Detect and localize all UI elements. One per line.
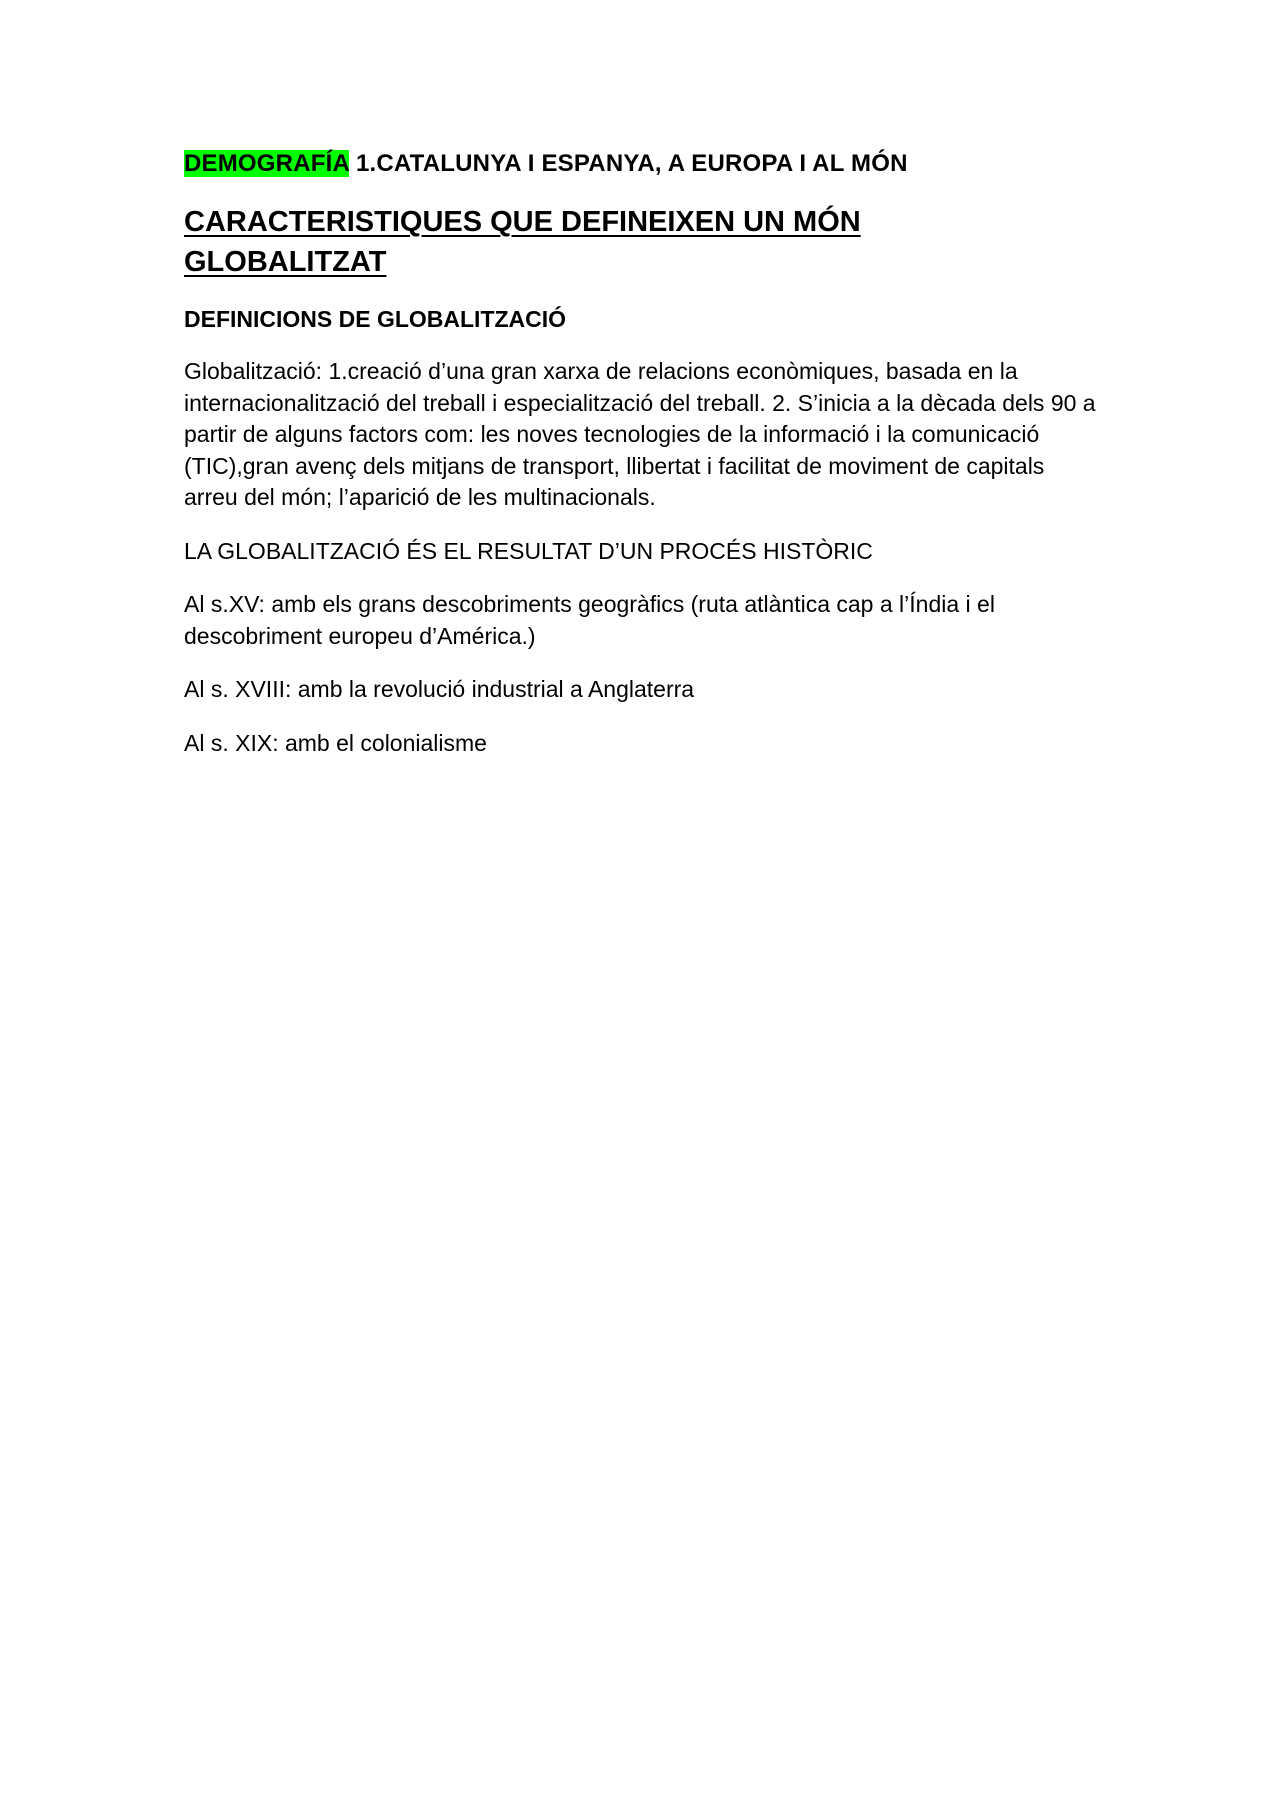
highlighted-topic: DEMOGRAFÍA <box>184 150 350 177</box>
heading-rest: 1.CATALUNYA I ESPANYA, A EUROPA I AL MÓN <box>355 150 908 177</box>
section-subtitle: DEFINICIONS DE GLOBALITZACIÓ <box>184 306 567 332</box>
document-page <box>184 148 1104 759</box>
history-item-xix: Al s. XIX: amb el colonialisme <box>184 729 487 756</box>
document-heading <box>184 148 1104 180</box>
historical-process-heading: LA GLOBALITZACIÓ ÉS EL RESULTAT D’UN PROCÉS HISTÒRIC <box>184 537 873 564</box>
page-title: CARACTERISTIQUES QUE DEFINEIXEN UN MÓN GLOBALITZAT <box>184 206 861 278</box>
history-item-xviii: Al s. XVIII: amb la revolució industrial a Anglaterra <box>184 676 695 702</box>
definition-paragraph: Globalització: 1.creació d’una gran xarxa de relacions econòmiques, basada en la internacionalització del treball i especialització del treball. 2. S’inicia a la dècada dels 90 a partir de alguns factors com: les noves tecnologies de la informació i la comunicació (TIC),gran avenç dels mitjans de transport, llibertat i facilitat de moviment de capitals arreu del món; l’aparició de les multinacionals. <box>184 358 1096 510</box>
history-item-xv: Al s.XV: amb els grans descobriments geogràfics (ruta atlàntica cap a l’Índia i el descobriment europeu d’América.) <box>184 591 995 649</box>
